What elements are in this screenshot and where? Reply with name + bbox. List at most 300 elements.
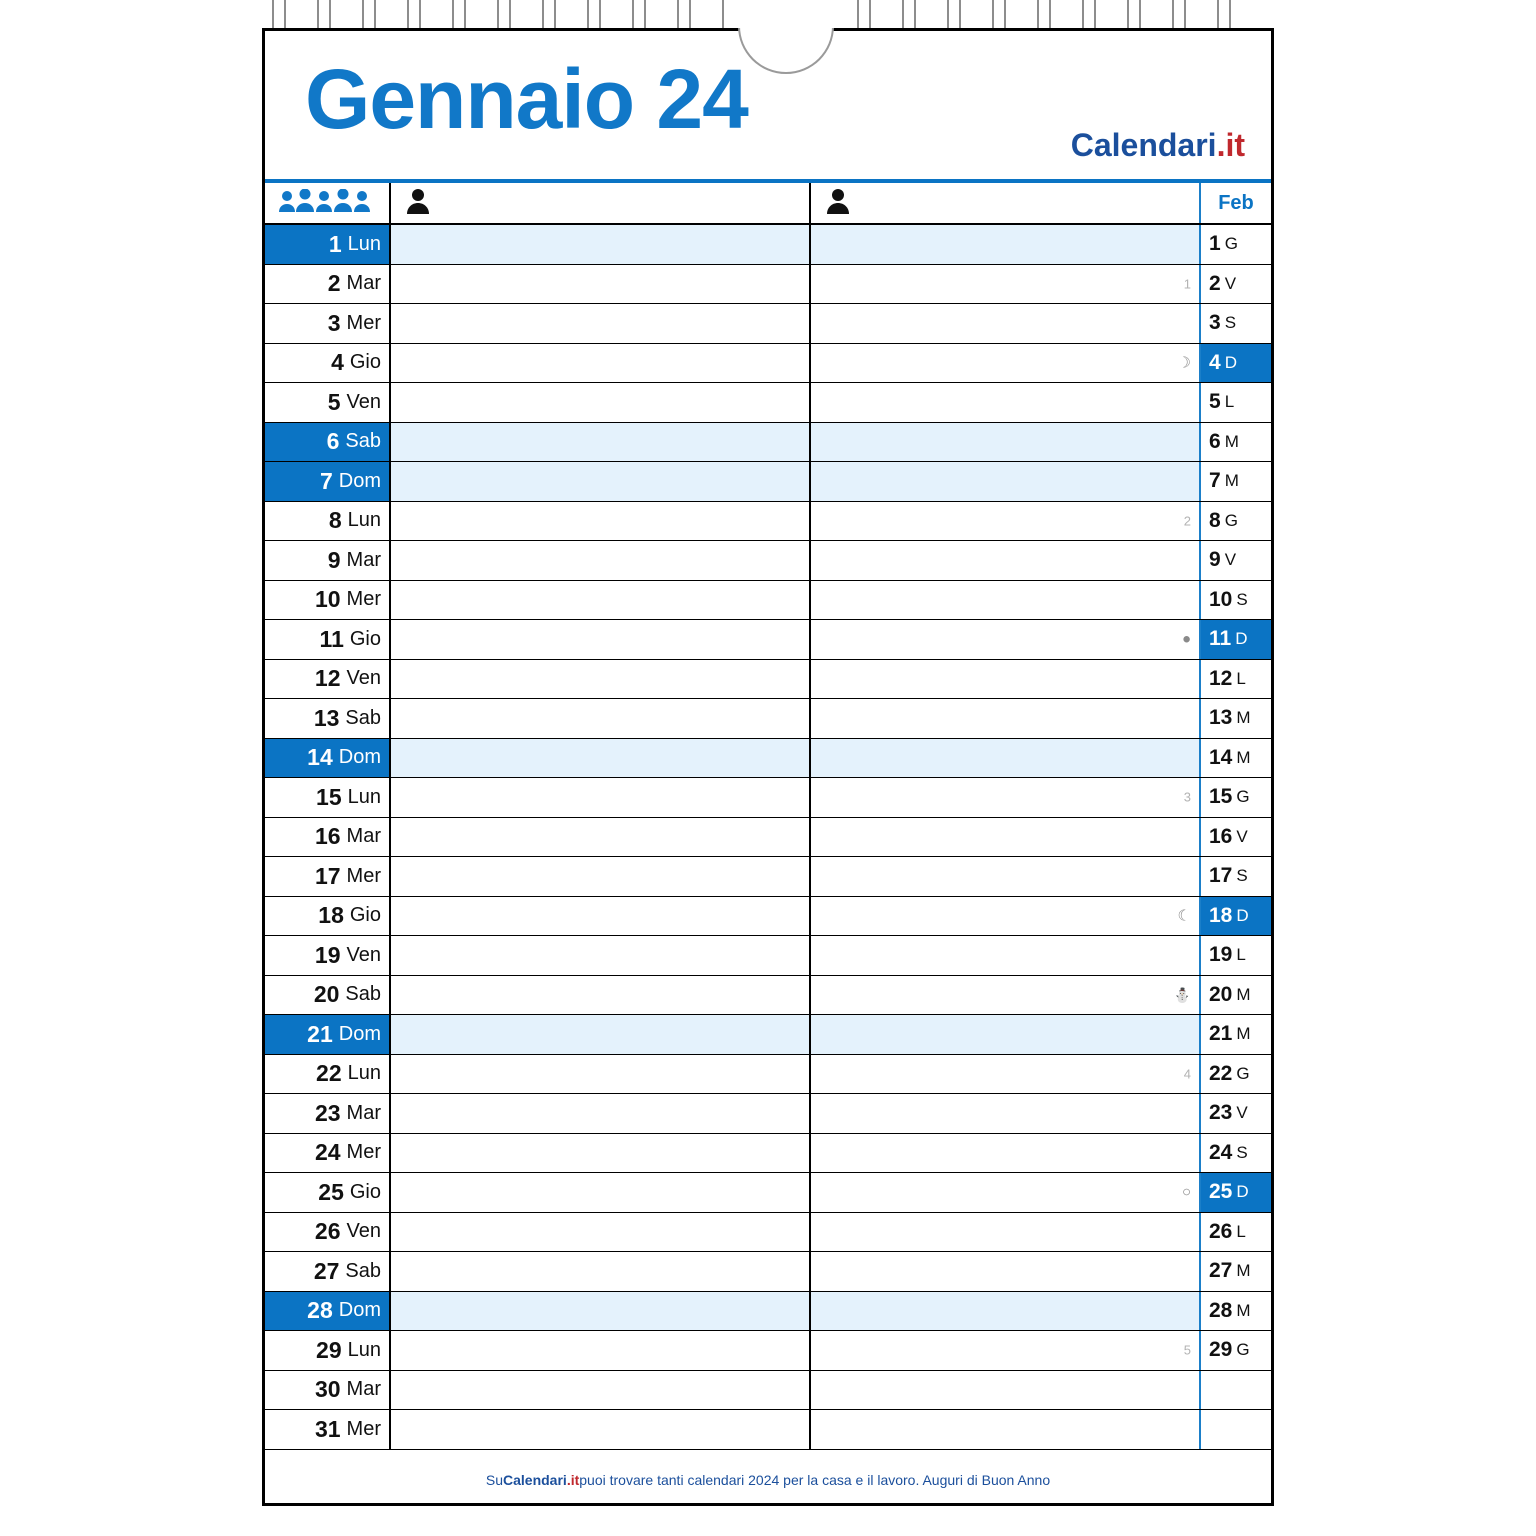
table-row xyxy=(265,1055,1271,1095)
note-cell-person-b[interactable] xyxy=(809,857,1199,896)
note-cell-person-b[interactable] xyxy=(809,1252,1199,1291)
day-name: Lun xyxy=(347,1338,381,1361)
note-cell-person-b[interactable] xyxy=(809,936,1199,975)
moon-phase-icon: ☽ xyxy=(1177,354,1191,372)
note-cell-person-a[interactable] xyxy=(389,423,809,462)
next-month-day-letter: V xyxy=(1236,1103,1248,1123)
next-month-day-number: 25 xyxy=(1209,1180,1233,1204)
day-cell xyxy=(265,541,389,580)
next-month-day-letter: M xyxy=(1224,431,1239,451)
note-cell-person-a[interactable] xyxy=(389,541,809,580)
day-number: 6 xyxy=(326,428,340,455)
note-cell-person-a[interactable] xyxy=(389,502,809,541)
note-cell-person-b[interactable] xyxy=(809,1213,1199,1252)
table-row xyxy=(265,502,1271,542)
next-month-day-letter: M xyxy=(1236,1261,1251,1281)
day-cell xyxy=(265,1173,389,1212)
next-month-cell xyxy=(1199,462,1271,501)
note-cell-person-b[interactable] xyxy=(809,581,1199,620)
table-row xyxy=(265,1292,1271,1332)
day-name: Lun xyxy=(347,232,381,255)
day-cell xyxy=(265,1055,389,1094)
table-row xyxy=(265,225,1271,265)
note-cell-person-b[interactable] xyxy=(809,897,1199,936)
day-cell xyxy=(265,462,389,501)
table-row xyxy=(265,1015,1271,1055)
moon-phase-icon: ☾ xyxy=(1177,907,1191,925)
next-month-label: Feb xyxy=(1218,191,1254,214)
day-cell xyxy=(265,936,389,975)
next-month-day-number: 24 xyxy=(1209,1140,1233,1164)
note-cell-person-a[interactable] xyxy=(389,1331,809,1370)
day-cell xyxy=(265,660,389,699)
day-number: 12 xyxy=(314,665,341,692)
note-cell-person-a[interactable] xyxy=(389,462,809,501)
note-cell-person-a[interactable] xyxy=(389,1252,809,1291)
note-cell-person-b[interactable] xyxy=(809,304,1199,343)
day-name: Mar xyxy=(346,272,381,295)
moon-phase-icon: ● xyxy=(1181,630,1191,648)
next-month-day-letter: D xyxy=(1236,1182,1249,1202)
note-cell-person-b[interactable] xyxy=(809,344,1199,383)
day-number: 26 xyxy=(314,1218,341,1245)
note-cell-person-b[interactable] xyxy=(809,1015,1199,1054)
note-cell-person-a[interactable] xyxy=(389,1213,809,1252)
day-cell xyxy=(265,1015,389,1054)
day-name: Dom xyxy=(338,1299,381,1322)
day-cell xyxy=(265,1134,389,1173)
day-cell xyxy=(265,581,389,620)
table-row xyxy=(265,541,1271,581)
next-month-day-number: 1 xyxy=(1209,232,1221,256)
footer-note xyxy=(265,1450,1271,1510)
note-cell-person-b[interactable] xyxy=(809,1410,1199,1449)
note-cell-person-a[interactable] xyxy=(389,818,809,857)
note-cell-person-a[interactable] xyxy=(389,778,809,817)
next-month-cell xyxy=(1199,581,1271,620)
note-cell-person-a[interactable] xyxy=(389,225,809,264)
next-month-day-number: 16 xyxy=(1209,824,1233,848)
note-cell-person-a[interactable] xyxy=(389,304,809,343)
note-cell-person-b[interactable] xyxy=(809,1134,1199,1173)
day-name: Mar xyxy=(346,548,381,571)
table-row xyxy=(265,739,1271,779)
table-row xyxy=(265,897,1271,937)
day-cell xyxy=(265,1094,389,1133)
day-name: Gio xyxy=(349,1180,381,1203)
next-month-day-letter: S xyxy=(1236,866,1248,886)
moon-phase-icon: ○ xyxy=(1181,1183,1191,1201)
table-row xyxy=(265,778,1271,818)
next-month-day-number: 9 xyxy=(1209,548,1221,572)
note-cell-person-b[interactable] xyxy=(809,462,1199,501)
day-number: 29 xyxy=(316,1336,342,1363)
note-cell-person-b[interactable] xyxy=(809,383,1199,422)
day-name: Mer xyxy=(346,311,381,334)
day-number: 18 xyxy=(318,902,344,929)
next-month-day-number: 4 xyxy=(1209,350,1221,374)
column-header-next-month xyxy=(1199,183,1271,223)
day-name: Lun xyxy=(347,509,381,532)
note-cell-person-b[interactable] xyxy=(809,541,1199,580)
day-cell xyxy=(265,620,389,659)
day-cell xyxy=(265,1252,389,1291)
table-row xyxy=(265,818,1271,858)
table-row xyxy=(265,581,1271,621)
people-icon xyxy=(279,189,371,218)
note-cell-person-a[interactable] xyxy=(389,1410,809,1449)
day-name: Mer xyxy=(346,588,381,611)
day-cell xyxy=(265,344,389,383)
day-number: 21 xyxy=(307,1020,333,1047)
next-month-day-number: 14 xyxy=(1209,745,1233,769)
note-cell-person-b[interactable] xyxy=(809,778,1199,817)
table-row xyxy=(265,976,1271,1016)
day-name: Ven xyxy=(346,390,381,413)
next-month-day-number: 2 xyxy=(1209,271,1221,295)
note-cell-person-b[interactable] xyxy=(809,818,1199,857)
next-month-day-number: 10 xyxy=(1209,587,1233,611)
day-cell xyxy=(265,423,389,462)
note-cell-person-b[interactable] xyxy=(809,502,1199,541)
day-number: 11 xyxy=(319,625,344,652)
next-month-day-letter: V xyxy=(1224,273,1237,293)
next-month-day-number: 21 xyxy=(1209,1022,1233,1046)
note-cell-person-a[interactable] xyxy=(389,620,809,659)
note-cell-person-a[interactable] xyxy=(389,976,809,1015)
next-month-cell xyxy=(1199,857,1271,896)
next-month-day-number: 28 xyxy=(1209,1298,1233,1322)
day-name: Gio xyxy=(349,904,381,927)
day-name: Lun xyxy=(347,1062,381,1085)
table-row xyxy=(265,660,1271,700)
note-cell-person-a[interactable] xyxy=(389,699,809,738)
note-cell-person-a[interactable] xyxy=(389,1094,809,1133)
next-month-day-number: 18 xyxy=(1209,903,1233,927)
day-number: 28 xyxy=(307,1297,333,1324)
next-month-day-number: 11 xyxy=(1209,627,1232,651)
next-month-day-letter: M xyxy=(1236,1024,1251,1044)
day-name: Dom xyxy=(338,469,381,492)
day-cell xyxy=(265,976,389,1015)
day-number: 25 xyxy=(318,1178,344,1205)
day-cell xyxy=(265,818,389,857)
week-number: 4 xyxy=(1183,1066,1191,1082)
next-month-day-number: 20 xyxy=(1209,982,1233,1006)
next-month-cell xyxy=(1199,1371,1271,1410)
next-month-day-number: 15 xyxy=(1209,785,1233,809)
note-cell-person-a[interactable] xyxy=(389,1292,809,1331)
day-number: 10 xyxy=(314,586,341,613)
footer-brand: Calendari xyxy=(503,1471,567,1488)
table-row xyxy=(265,304,1271,344)
day-number: 19 xyxy=(314,941,341,968)
note-cell-person-a[interactable] xyxy=(389,857,809,896)
next-month-day-letter: L xyxy=(1224,392,1235,412)
next-month-day-letter: M xyxy=(1236,1300,1251,1320)
next-month-cell xyxy=(1199,660,1271,699)
day-number: 4 xyxy=(331,349,344,376)
next-month-day-letter: S xyxy=(1236,1142,1248,1162)
day-cell xyxy=(265,1292,389,1331)
day-cell xyxy=(265,502,389,541)
table-row xyxy=(265,1331,1271,1371)
day-number: 27 xyxy=(313,1257,340,1284)
note-cell-person-a[interactable] xyxy=(389,660,809,699)
day-cell xyxy=(265,1213,389,1252)
next-month-day-letter: D xyxy=(1224,352,1237,372)
note-cell-person-a[interactable] xyxy=(389,581,809,620)
next-month-day-letter: M xyxy=(1236,708,1251,728)
day-number: 22 xyxy=(316,1060,342,1087)
note-cell-person-b[interactable] xyxy=(809,1094,1199,1133)
day-number: 16 xyxy=(314,823,341,850)
note-cell-person-b[interactable] xyxy=(809,265,1199,304)
day-number: 15 xyxy=(316,783,342,810)
note-cell-person-b[interactable] xyxy=(809,1331,1199,1370)
week-number: 3 xyxy=(1183,789,1191,805)
note-cell-person-a[interactable] xyxy=(389,897,809,936)
next-month-day-letter: G xyxy=(1236,787,1250,807)
next-month-day-letter: M xyxy=(1236,984,1251,1004)
day-number: 3 xyxy=(327,309,341,336)
note-cell-person-a[interactable] xyxy=(389,739,809,778)
next-month-day-number: 6 xyxy=(1209,429,1221,453)
next-month-cell xyxy=(1199,936,1271,975)
next-month-day-letter: V xyxy=(1224,550,1237,570)
day-number: 14 xyxy=(307,744,333,771)
next-month-day-number: 27 xyxy=(1209,1259,1233,1283)
next-month-cell xyxy=(1199,699,1271,738)
note-cell-person-a[interactable] xyxy=(389,1015,809,1054)
week-number: 5 xyxy=(1183,1342,1191,1358)
day-name: Sab xyxy=(345,706,381,729)
next-month-day-letter: M xyxy=(1224,471,1239,491)
calendar-rows xyxy=(265,225,1271,1450)
day-cell xyxy=(265,1371,389,1410)
next-month-cell xyxy=(1199,541,1271,580)
table-row xyxy=(265,1094,1271,1134)
note-cell-person-a[interactable] xyxy=(389,383,809,422)
day-name: Ven xyxy=(346,943,381,966)
day-cell xyxy=(265,739,389,778)
next-month-cell xyxy=(1199,383,1271,422)
next-month-day-letter: G xyxy=(1224,510,1238,530)
table-row xyxy=(265,383,1271,423)
next-month-day-letter: G xyxy=(1236,1063,1250,1083)
table-row xyxy=(265,1134,1271,1174)
day-cell xyxy=(265,304,389,343)
table-row xyxy=(265,265,1271,305)
next-month-day-letter: L xyxy=(1236,1221,1246,1241)
table-row xyxy=(265,699,1271,739)
day-name: Sab xyxy=(345,430,381,453)
next-month-cell xyxy=(1199,225,1271,264)
note-cell-person-b[interactable] xyxy=(809,225,1199,264)
next-month-day-number: 7 xyxy=(1209,469,1221,493)
day-name: Sab xyxy=(345,1259,381,1282)
day-cell xyxy=(265,1331,389,1370)
note-cell-person-b[interactable] xyxy=(809,699,1199,738)
note-cell-person-b[interactable] xyxy=(809,1173,1199,1212)
next-month-cell xyxy=(1199,1094,1271,1133)
next-month-cell xyxy=(1199,1173,1271,1212)
next-month-cell xyxy=(1199,818,1271,857)
table-row xyxy=(265,1371,1271,1411)
day-cell xyxy=(265,857,389,896)
next-month-cell xyxy=(1199,1015,1271,1054)
day-number: 7 xyxy=(319,467,333,494)
table-row xyxy=(265,1252,1271,1292)
note-cell-person-a[interactable] xyxy=(389,344,809,383)
note-cell-person-b[interactable] xyxy=(809,620,1199,659)
day-number: 31 xyxy=(314,1415,341,1442)
day-number: 9 xyxy=(327,546,341,573)
column-header-days xyxy=(265,183,389,223)
week-number: 1 xyxy=(1183,276,1191,292)
next-month-day-number: 19 xyxy=(1209,943,1233,967)
table-row xyxy=(265,620,1271,660)
thumb-notch-cover xyxy=(734,0,838,28)
note-cell-person-a[interactable] xyxy=(389,936,809,975)
next-month-cell xyxy=(1199,344,1271,383)
next-month-cell xyxy=(1199,976,1271,1015)
day-cell xyxy=(265,897,389,936)
day-number: 24 xyxy=(314,1139,341,1166)
next-month-cell xyxy=(1199,265,1271,304)
next-month-cell xyxy=(1199,1134,1271,1173)
next-month-day-number: 3 xyxy=(1209,311,1221,335)
next-month-day-letter: L xyxy=(1236,668,1246,688)
page-title: Gennaio 24 xyxy=(305,52,748,146)
next-month-day-letter: G xyxy=(1224,234,1238,254)
table-row xyxy=(265,462,1271,502)
day-cell xyxy=(265,699,389,738)
note-cell-person-a[interactable] xyxy=(389,1055,809,1094)
brand-name: Calendari xyxy=(1070,127,1217,163)
column-header-person-b xyxy=(809,183,1199,223)
note-cell-person-b[interactable] xyxy=(809,739,1199,778)
day-number: 1 xyxy=(328,230,342,257)
note-cell-person-b[interactable] xyxy=(809,1055,1199,1094)
next-month-day-number: 13 xyxy=(1209,706,1233,730)
note-cell-person-b[interactable] xyxy=(809,660,1199,699)
day-name: Dom xyxy=(338,746,381,769)
next-month-day-number: 17 xyxy=(1209,864,1233,888)
day-name: Mar xyxy=(346,1101,381,1124)
note-cell-person-b[interactable] xyxy=(809,1292,1199,1331)
day-number: 17 xyxy=(314,862,341,889)
next-month-day-letter: S xyxy=(1236,589,1248,609)
note-cell-person-a[interactable] xyxy=(389,1173,809,1212)
day-name: Dom xyxy=(338,1022,381,1045)
table-row xyxy=(265,936,1271,976)
next-month-day-number: 5 xyxy=(1209,390,1221,414)
note-cell-person-a[interactable] xyxy=(389,1134,809,1173)
day-number: 8 xyxy=(328,507,342,534)
person-icon xyxy=(407,188,429,219)
next-month-day-letter: L xyxy=(1236,945,1246,965)
next-month-cell xyxy=(1199,1410,1271,1449)
day-name: Mer xyxy=(346,864,381,887)
next-month-cell xyxy=(1199,502,1271,541)
next-month-cell xyxy=(1199,1292,1271,1331)
next-month-cell xyxy=(1199,739,1271,778)
day-cell xyxy=(265,778,389,817)
note-cell-person-b[interactable] xyxy=(809,423,1199,462)
note-cell-person-a[interactable] xyxy=(389,265,809,304)
table-row xyxy=(265,423,1271,463)
day-cell xyxy=(265,383,389,422)
footer-text-before: Su xyxy=(485,1471,503,1488)
day-number: 23 xyxy=(314,1099,341,1126)
day-name: Gio xyxy=(349,351,381,374)
calendar-sheet xyxy=(262,28,1274,1506)
day-name: Ven xyxy=(346,667,381,690)
table-row xyxy=(265,1410,1271,1450)
note-cell-person-a[interactable] xyxy=(389,1371,809,1410)
next-month-day-letter: D xyxy=(1236,905,1249,925)
brand-logo xyxy=(1071,127,1245,164)
day-number: 5 xyxy=(327,388,341,415)
table-row xyxy=(265,857,1271,897)
day-number: 20 xyxy=(313,981,340,1008)
note-cell-person-b[interactable] xyxy=(809,1371,1199,1410)
next-month-day-letter: G xyxy=(1236,1340,1250,1360)
day-name: Sab xyxy=(345,983,381,1006)
person-icon xyxy=(827,188,849,219)
day-name: Lun xyxy=(347,785,381,808)
column-header-row xyxy=(265,183,1271,225)
next-month-day-letter: V xyxy=(1236,826,1248,846)
next-month-cell xyxy=(1199,423,1271,462)
holiday-icon: ⛄ xyxy=(1173,986,1191,1003)
day-cell xyxy=(265,1410,389,1449)
next-month-day-number: 12 xyxy=(1209,666,1233,690)
next-month-day-number: 8 xyxy=(1209,508,1221,532)
day-number: 13 xyxy=(313,704,340,731)
next-month-cell xyxy=(1199,304,1271,343)
next-month-cell xyxy=(1199,1055,1271,1094)
next-month-cell xyxy=(1199,620,1271,659)
day-cell xyxy=(265,265,389,304)
next-month-day-number: 22 xyxy=(1209,1061,1233,1085)
table-row xyxy=(265,1213,1271,1253)
next-month-day-letter: S xyxy=(1224,313,1237,333)
next-month-day-letter: D xyxy=(1235,629,1248,649)
next-month-cell xyxy=(1199,778,1271,817)
next-month-cell xyxy=(1199,897,1271,936)
next-month-cell xyxy=(1199,1213,1271,1252)
day-number: 30 xyxy=(314,1376,341,1403)
footer-text-after: puoi trovare tanti calendari 2024 per la casa e il lavoro. Auguri di Buon Anno xyxy=(579,1471,1051,1488)
footer-brand-tld: .it xyxy=(566,1471,580,1488)
day-name: Ven xyxy=(346,1220,381,1243)
next-month-day-number: 23 xyxy=(1209,1101,1233,1125)
next-month-day-number: 26 xyxy=(1209,1219,1233,1243)
week-number: 2 xyxy=(1183,513,1191,529)
table-row xyxy=(265,344,1271,384)
note-cell-person-b[interactable] xyxy=(809,976,1199,1015)
day-name: Mer xyxy=(346,1417,381,1440)
day-cell xyxy=(265,225,389,264)
day-name: Mar xyxy=(346,1378,381,1401)
next-month-day-number: 29 xyxy=(1209,1338,1233,1362)
day-name: Mar xyxy=(346,825,381,848)
next-month-cell xyxy=(1199,1252,1271,1291)
day-number: 2 xyxy=(327,270,341,297)
day-name: Mer xyxy=(346,1141,381,1164)
